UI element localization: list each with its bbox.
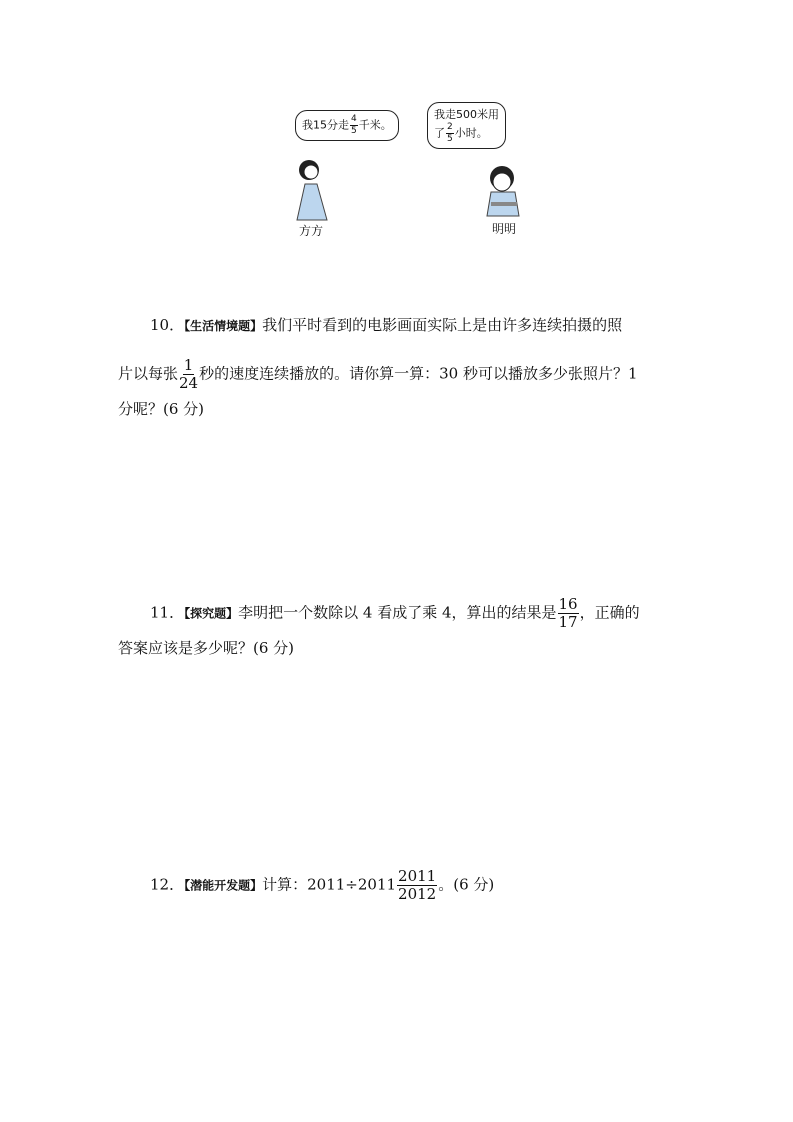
girl-figure <box>297 160 327 220</box>
question-text: 片以每张 <box>118 364 179 383</box>
question-number: 12． <box>150 875 185 894</box>
denominator: 24 <box>179 374 199 392</box>
speech-text: 我15分走 <box>302 118 349 132</box>
numerator: 1 <box>183 356 194 374</box>
illustration <box>287 98 537 238</box>
speech-text: 了 <box>434 126 445 140</box>
question-text: ，正确的 <box>579 603 640 622</box>
denominator: 5 <box>351 126 357 136</box>
numerator: 4 <box>351 114 357 124</box>
question-tag: 【探究题】 <box>184 606 239 621</box>
numerator: 2 <box>447 122 453 132</box>
question-number: 10． <box>150 316 185 334</box>
numerator: 16 <box>558 595 578 613</box>
question-text: 。(6 分) <box>438 875 495 894</box>
denominator: 17 <box>558 613 578 631</box>
name-label-right: 明明 <box>492 222 517 236</box>
question-number: 11． <box>150 603 185 622</box>
name-label-left: 方方 <box>299 224 324 238</box>
speech-text: 我走500米用 <box>434 108 499 121</box>
question-text: 计算：2011÷2011 <box>262 875 397 894</box>
question-text: 分呢？(6 分) <box>118 400 205 418</box>
question-text: 李明把一个数除以 4 看成了乘 4，算出的结果是 <box>238 603 557 622</box>
numerator: 2011 <box>398 867 437 885</box>
fraction <box>558 596 579 631</box>
question-text: 答案应该是多少呢？(6 分) <box>118 639 295 657</box>
speech-text: 千米。 <box>358 118 392 132</box>
question-tag: 【潜能开发题】 <box>184 878 263 893</box>
children-drawing <box>287 98 537 238</box>
question-tag: 【生活情境题】 <box>184 319 263 333</box>
denominator: 5 <box>447 134 453 144</box>
question-text: 我们平时看到的电影画面实际上是由许多连续拍摄的照 <box>262 316 623 334</box>
question-text: 秒的速度连续播放的。请你算一算：30 秒可以播放多少张照片？1 <box>199 364 638 383</box>
denominator: 2012 <box>398 885 437 903</box>
boy-figure <box>487 166 519 216</box>
speech-text: 小时。 <box>454 126 488 140</box>
fraction <box>179 357 198 392</box>
fraction <box>397 868 437 903</box>
